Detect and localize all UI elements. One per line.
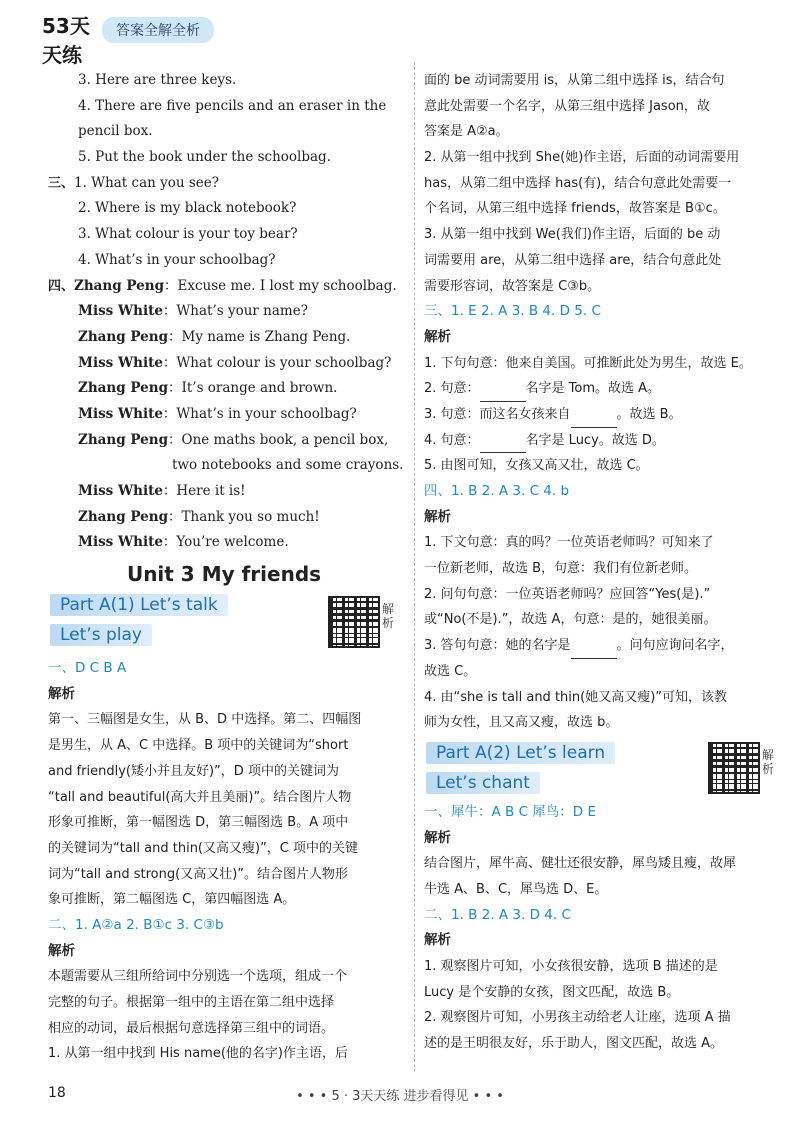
answer-key: 二、1. A②a 2. B①c 3. C③b	[48, 916, 224, 933]
explanation-line: 3. 答句句意：她的名字是 。问句应询问名字，	[424, 633, 774, 659]
page-header	[40, 10, 214, 67]
dialog-line: Miss White：What’s in your schoolbag?	[78, 405, 357, 422]
answer-line: 4. What’s in your schoolbag?	[78, 251, 276, 268]
speaker: Zhang Peng	[78, 508, 169, 525]
part-a2-title	[424, 736, 774, 800]
explanation-line: 词需要用 are，从第二组中选择 are，结合句意此处	[424, 252, 722, 268]
dialog-line: Zhang Peng：My name is Zhang Peng.	[78, 328, 351, 345]
footer-slogan: • • • 5 · 3天天练 进步看得见 • • •	[296, 1089, 504, 1104]
explanation-line: 5. 由图可知，女孩又高又壮，故选 C。	[424, 458, 649, 474]
explanation-line: 答案是 A②a。	[424, 124, 509, 140]
answer-line: pencil box.	[78, 123, 153, 140]
explanation-line: has，从第二组中选择 has(有)，结合句意此处需要一	[424, 175, 732, 191]
speaker: Miss White	[78, 405, 163, 422]
header-title: 答案全解全析	[102, 17, 214, 43]
utterance: You’re welcome.	[176, 534, 289, 551]
explanation-line: 本题需要从三组所给词中分别选一个选项，组成一个	[48, 969, 348, 985]
explanation-line: 述的是王明很友好，乐于助人，图文匹配，故选 A。	[424, 1036, 724, 1052]
qr-label: 解析	[762, 747, 775, 776]
speaker: Miss White	[78, 534, 163, 551]
utterance: Here it is!	[176, 483, 246, 499]
explanation-line: 一位新老师，故选 B，句意：我们有位新老师。	[424, 561, 698, 577]
explanation-line: 第一、三幅图是女生，从 B、D 中选择。第二、四幅图	[48, 712, 362, 728]
dialog-line: 四、Zhang Peng：Excuse me. I lost my schoolbag.	[48, 277, 397, 294]
utterance: Excuse me. I lost my schoolbag.	[177, 277, 397, 294]
answer-key: 一、犀牛：A B C 犀鸟：D E	[424, 803, 597, 820]
explanation-heading: 解析	[424, 508, 451, 525]
explanation-line: 1. 下文句意：真的吗？一位英语老师吗？可知来了	[424, 535, 714, 551]
utterance: two notebooks and some crayons.	[172, 457, 404, 474]
utterance: What colour is your schoolbag?	[176, 354, 392, 371]
explanation-line: 3. 从第一组中找到 We(我们)作主语，后面的 be 动	[424, 227, 721, 243]
explanation-line: 需要形容词，故答案是 C③b。	[424, 278, 601, 294]
explanation-line: 是男生，从 A、C 中选择。B 项中的关键词为“short	[48, 738, 349, 754]
answer-line: 5. Put the book under the schoolbag.	[78, 149, 331, 166]
dialog-line: Zhang Peng：One maths book, a pencil box,	[78, 431, 389, 448]
part-title-line: Let’s play	[50, 624, 152, 646]
utterance: What’s in your schoolbag?	[176, 405, 357, 422]
right-column	[424, 68, 774, 1057]
explanation-line: and friendly(矮小并且友好)”，D 项中的关键词为	[48, 763, 339, 779]
explanation-line: 完整的句子。根据第一组中的主语在第二组中选择	[48, 995, 335, 1010]
answer-line: 3. Here are three keys.	[78, 72, 237, 88]
fill-blank	[480, 438, 526, 453]
section-3-line	[48, 171, 400, 197]
page-footer	[0, 1085, 800, 1109]
utterance: My name is Zhang Peng.	[181, 328, 351, 345]
utterance: One maths book, a pencil box,	[181, 431, 389, 448]
dialog-line: Zhang Peng：Thank you so much!	[78, 508, 320, 525]
explanation-line: 或“No(不是).”，故选 A，句意：是的，她很美丽。	[424, 612, 717, 628]
explanation-line: 结合图片，犀牛高、健壮还很安静，犀鸟矮且瘦，故犀	[424, 856, 737, 872]
dialog-line	[48, 453, 404, 479]
part-a1-title	[48, 592, 400, 656]
answer-line: 3. What colour is your toy bear?	[78, 226, 298, 243]
answer-key: 四、1. B 2. A 3. C 4. b	[424, 483, 570, 499]
fill-blank	[571, 644, 617, 659]
answer-key: 三、1. E 2. A 3. B 4. D 5. C	[424, 303, 601, 320]
left-column	[48, 68, 404, 1067]
qr-code-icon[interactable]	[708, 742, 760, 794]
answer-line: 4. There are five pencils and an eraser in the	[78, 97, 387, 114]
fill-blank	[480, 387, 526, 402]
explanation-line: 面的 be 动词需要用 is，从第二组中选择 is，结合句	[424, 73, 725, 88]
speaker: Miss White	[78, 354, 163, 371]
utterance: What’s your name?	[176, 303, 308, 320]
explanation-line: 象可推断，第二幅图选 C，第四幅图选 A。	[48, 892, 296, 908]
part-title-line: Let’s chant	[426, 772, 540, 794]
explanation-line: 1. 从第一组中找到 His name(他的名字)作主语，后	[48, 1046, 348, 1062]
brand-logo	[40, 10, 100, 67]
speaker: Miss White	[78, 483, 163, 499]
dialog-line: Zhang Peng：It’s orange and brown.	[78, 380, 338, 397]
explanation-line: 1. 观察图片可知，小女孩很安静，选项 B 描述的是	[424, 959, 718, 974]
fill-blank	[571, 413, 617, 428]
utterance: It’s orange and brown.	[181, 380, 338, 397]
page-number: 18	[48, 1085, 66, 1101]
explanation-line: 3. 句意：而这名女孩来自 。故选 B。	[424, 402, 774, 428]
explanation-line: 1. 下句句意：他来自美国。可推断此处为男生，故选 E。	[424, 355, 752, 371]
explanation-heading: 解析	[48, 942, 75, 959]
explanation-line: 词为“tall and strong(又高又壮)”。结合图片人物形	[48, 866, 348, 882]
explanation-line: 意此处需要一个名字，从第三组中选择 Jason，故	[424, 98, 710, 114]
explanation-line: 2. 问句句意：一位英语老师吗？应回答“Yes(是).”	[424, 586, 711, 602]
explanation-line: 4. 由“she is tall and thin(她又高又瘦)”可知，该教	[424, 689, 728, 705]
dialog-line: Miss White：What’s your name?	[78, 303, 308, 320]
dialog-line: Miss White：Here it is!	[78, 483, 246, 499]
answer-key: 一、D C B A	[48, 660, 127, 677]
answer-line: 1. What can you see?	[74, 174, 220, 191]
explanation-line: 4. 句意： 名字是 Lucy。故选 D。	[424, 428, 774, 454]
explanation-line: 故选 C。	[424, 663, 477, 679]
explanation-heading: 解析	[424, 932, 451, 949]
unit-title: Unit 3 My friends	[126, 562, 322, 587]
section-mark: 三、	[48, 175, 75, 191]
answer-line: 2. Where is my black notebook?	[78, 200, 297, 217]
logo-mark: 53天天练	[42, 14, 90, 67]
dialog-line: Miss White：You’re welcome.	[78, 534, 289, 551]
explanation-heading: 解析	[424, 328, 451, 345]
explanation-line: 师为女性，且又高又瘦，故选 b。	[424, 715, 619, 731]
column-divider	[414, 62, 415, 1072]
speaker: Zhang Peng	[78, 380, 169, 397]
explanation-line: 2. 句意： 名字是 Tom。故选 A。	[424, 376, 774, 402]
dialog-line: Miss White：What colour is your schoolbag?	[78, 354, 392, 371]
explanation-line: 形象可推断，第一幅图选 D，第三幅图选 B。A 项中	[48, 815, 349, 831]
explanation-line: Lucy 是个安静的女孩，图文匹配，故选 B。	[424, 984, 680, 1000]
utterance: Thank you so much!	[181, 508, 320, 525]
qr-code-icon[interactable]	[328, 596, 380, 648]
explanation-line: “tall and beautiful(高大并且美丽)”。结合图片人物	[48, 789, 352, 805]
explanation-heading: 解析	[424, 829, 451, 846]
speaker: Zhang Peng	[78, 328, 169, 345]
explanation-line: 2. 从第一组中找到 She(她)作主语，后面的动词需要用	[424, 150, 740, 166]
explanation-line: 相应的动词，最后根据句意选择第三组中的词语。	[48, 1020, 335, 1036]
qr-label: 解析	[382, 602, 395, 631]
speaker: Zhang Peng	[78, 431, 169, 448]
explanation-line: 2. 观察图片可知，小男孩主动给老人让座，选项 A 描	[424, 1010, 731, 1026]
part-title-line: Part A(1) Let’s talk	[50, 594, 228, 616]
speaker: Miss White	[78, 303, 163, 320]
answer-key: 二、1. B 2. A 3. D 4. C	[424, 906, 571, 923]
explanation-line: 个名词，从第三组中选择 friends，故答案是 B①c。	[424, 201, 726, 217]
section-mark: 四、	[48, 278, 75, 294]
explanation-line: 的关键词为“tall and thin(又高又瘦)”，C 项中的关键	[48, 840, 359, 856]
explanation-heading: 解析	[48, 685, 75, 702]
explanation-line: 牛选 A、B、C，犀鸟选 D、E。	[424, 881, 608, 897]
part-title-line: Part A(2) Let’s learn	[426, 742, 615, 764]
speaker: Zhang Peng	[74, 277, 165, 294]
